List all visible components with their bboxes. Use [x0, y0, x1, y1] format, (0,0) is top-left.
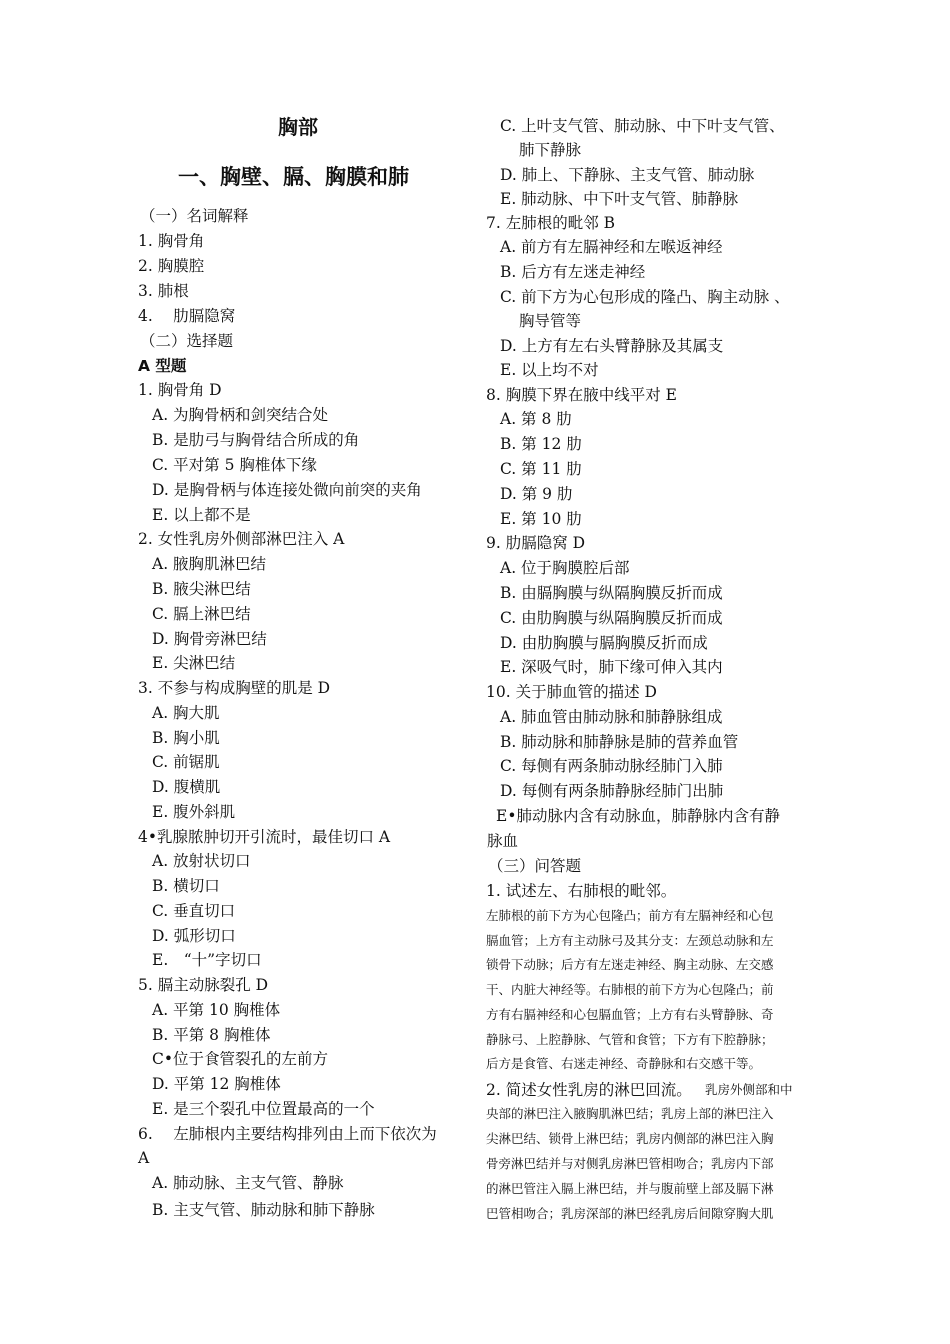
- option: E. “十”字切口: [152, 951, 262, 969]
- question: 5. 膈主动脉裂孔 D: [138, 976, 269, 994]
- option: A. 肺动脉、主支气管、静脉: [152, 1174, 344, 1192]
- option: B. 是肋弓与胸骨结合所成的角: [152, 431, 360, 449]
- option-continued: 脉血: [487, 832, 519, 850]
- option: E. 腹外斜肌: [152, 803, 236, 821]
- option: C. 膈上淋巴结: [152, 605, 251, 623]
- answer-line: 尖淋巴结、锁骨上淋巴结；乳房内侧部的淋巴注入胸: [486, 1131, 774, 1146]
- option: D. 上方有左右头臂静脉及其属支: [500, 337, 724, 355]
- option: D. 腹横肌: [152, 778, 221, 796]
- option: E. 第 10 肋: [500, 510, 582, 528]
- subsection-heading: （三）问答题: [488, 857, 582, 875]
- option: A. 胸大肌: [152, 704, 220, 722]
- question: 1. 试述左、右肺根的毗邻。: [486, 882, 677, 900]
- answer-line: 静脉弓、上腔静脉、气管和食管；下方有下腔静脉；: [486, 1032, 774, 1047]
- answer-line: 干、内脏大神经等。右肺根的前下方为心包隆凸；前: [486, 982, 774, 997]
- question: 2. 简述女性乳房的淋巴回流。: [486, 1081, 692, 1099]
- option: A. 第 8 肋: [500, 410, 572, 428]
- answer-line: 央部的淋巴注入腋胸肌淋巴结；乳房上部的淋巴注入: [486, 1106, 774, 1121]
- option: C. 垂直切口: [152, 902, 236, 920]
- answer-line: 后方是食管、右迷走神经、奇静脉和右交感干等。: [486, 1056, 762, 1071]
- option: E. 是三个裂孔中位置最高的一个: [152, 1100, 375, 1118]
- option: C. 上叶支气管、肺动脉、中下叶支气管、: [500, 117, 785, 135]
- question-type-heading: A 型题: [138, 357, 187, 375]
- option: A. 腋胸肌淋巴结: [152, 555, 267, 573]
- answer-line: 方有右膈神经和心包膈血管；上方有右头臂静脉、奇: [486, 1007, 774, 1022]
- question: 9. 肋膈隐窝 D: [486, 534, 586, 552]
- option: A. 位于胸膜腔后部: [500, 559, 630, 577]
- option: C. 前锯肌: [152, 753, 220, 771]
- option: E•肺动脉内含有动脉血，肺静脉内含有静: [496, 807, 780, 825]
- subsection-heading: （二）选择题: [140, 332, 234, 350]
- question: 8. 胸膜下界在腋中线平对 E: [486, 386, 677, 404]
- question: 1. 胸骨角 D: [138, 381, 222, 399]
- option: A. 为胸骨柄和剑突结合处: [152, 406, 329, 424]
- option-continued: 肺下静脉: [519, 141, 582, 159]
- option: B. 后方有左迷走神经: [500, 263, 646, 281]
- option: D. 平第 12 胸椎体: [152, 1075, 281, 1093]
- option: D. 由肋胸膜与膈胸膜反折而成: [500, 634, 708, 652]
- option: C. 每侧有两条肺动脉经肺门入肺: [500, 757, 723, 775]
- answer-line: 乳房外侧部和中: [705, 1082, 793, 1097]
- page-title: 胸部: [278, 115, 318, 139]
- question: 6. 左肺根内主要结构排列由上而下依次为: [138, 1125, 437, 1143]
- option: A. 肺血管由肺动脉和肺静脉组成: [500, 708, 723, 726]
- option: C•位于食管裂孔的左前方: [152, 1050, 329, 1068]
- option: B. 腋尖淋巴结: [152, 580, 251, 598]
- option: A. 平第 10 胸椎体: [152, 1001, 281, 1019]
- option: D. 弧形切口: [152, 927, 236, 945]
- subsection-heading: （一）名词解释: [140, 207, 249, 225]
- option: C. 前下方为心包形成的隆凸、胸主动脉 、: [500, 288, 790, 306]
- option: B. 平第 8 胸椎体: [152, 1026, 271, 1044]
- answer-line: 巴管相吻合；乳房深部的淋巴经乳房后间隙穿胸大肌: [486, 1206, 774, 1221]
- question: 7. 左肺根的毗邻 B: [486, 214, 616, 232]
- option: C. 第 11 肋: [500, 460, 582, 478]
- option: D. 每侧有两条肺静脉经肺门出肺: [500, 782, 724, 800]
- option: D. 是胸骨柄与体连接处微向前突的夹角: [152, 481, 422, 499]
- option: C. 平对第 5 胸椎体下缘: [152, 456, 317, 474]
- option: B. 肺动脉和肺静脉是肺的营养血管: [500, 733, 739, 751]
- question-continued: A: [138, 1149, 150, 1167]
- option: E. 尖淋巴结: [152, 654, 236, 672]
- option: D. 第 9 肋: [500, 485, 573, 503]
- option: B. 主支气管、肺动脉和肺下静脉: [152, 1201, 375, 1219]
- option: E. 以上均不对: [500, 361, 599, 379]
- answer-line: 左肺根的前下方为心包隆凸；前方有左膈神经和心包: [486, 908, 774, 923]
- option-continued: 胸导管等: [519, 312, 582, 330]
- option: B. 由膈胸膜与纵隔胸膜反折而成: [500, 584, 723, 602]
- question: 4•乳腺脓肿切开引流时，最佳切口 A: [138, 828, 391, 846]
- option: E. 肺动脉、中下叶支气管、肺静脉: [500, 190, 739, 208]
- answer-line: 锁骨下动脉；后方有左迷走神经、胸主动脉、左交感: [486, 957, 774, 972]
- question: 3. 不参与构成胸壁的肌是 D: [138, 679, 331, 697]
- term-item: 4. 肋膈隐窝: [138, 307, 236, 325]
- answer-line: 骨旁淋巴结并与对侧乳房淋巴管相吻合；乳房内下部: [486, 1156, 774, 1171]
- option: B. 第 12 肋: [500, 435, 582, 453]
- option: D. 肺上、下静脉、主支气管、肺动脉: [500, 166, 755, 184]
- term-item: 2. 胸膜腔: [138, 257, 205, 275]
- option: D. 胸骨旁淋巴结: [152, 630, 267, 648]
- option: A. 前方有左膈神经和左喉返神经: [500, 238, 723, 256]
- answer-line: 的淋巴管注入膈上淋巴结，并与腹前壁上部及膈下淋: [486, 1181, 774, 1196]
- term-item: 1. 胸骨角: [138, 232, 205, 250]
- term-item: 3. 肺根: [138, 282, 189, 300]
- option: C. 由肋胸膜与纵隔胸膜反折而成: [500, 609, 723, 627]
- question: 2. 女性乳房外侧部淋巴注入 A: [138, 530, 345, 548]
- answer-line: 膈血管；上方有主动脉弓及其分支：左颈总动脉和左: [486, 933, 774, 948]
- option: E. 以上都不是: [152, 506, 251, 524]
- option: A. 放射状切口: [152, 852, 251, 870]
- section-heading: 一、胸壁、膈、胸膜和肺: [178, 165, 409, 189]
- option: B. 胸小肌: [152, 729, 220, 747]
- option: E. 深吸气时，肺下缘可伸入其内: [500, 658, 723, 676]
- question: 10. 关于肺血管的描述 D: [486, 683, 657, 701]
- option: B. 横切口: [152, 877, 220, 895]
